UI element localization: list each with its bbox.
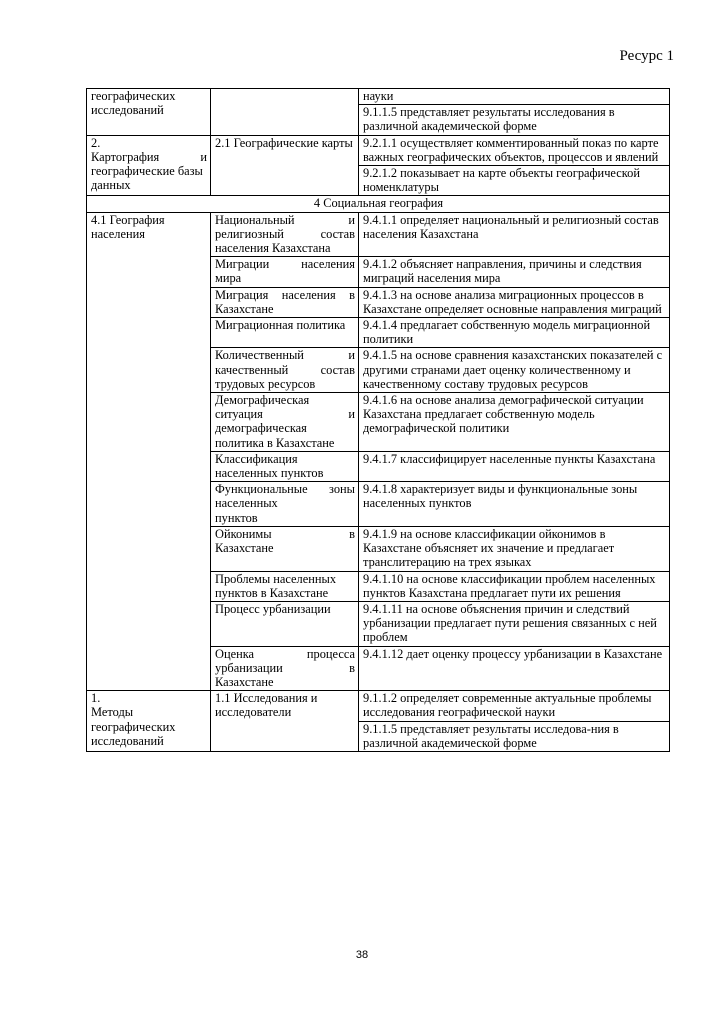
- objective-cell: 9.1.1.5 представляет результаты исследова-ния в различной академической форме: [359, 721, 670, 751]
- objective-cell: 9.1.1.2 определяет современные актуальные проблемы исследования географической науки: [359, 691, 670, 721]
- objective-cell: 9.4.1.10 на основе классификации проблем населенных пунктов Казахстана предлагает пути их решения: [359, 571, 670, 601]
- section-cell: [87, 691, 211, 752]
- topic-cell: Проблемы населенных пунктов в Казахстане: [211, 571, 359, 601]
- topic-cell: 1.1 Исследования и исследователи: [211, 691, 359, 752]
- topic-cell: Ойконимы в Казахстане: [211, 526, 359, 571]
- topic-cell: Оценка процесса урбанизации в Казахстане: [211, 646, 359, 691]
- section-title-line: Картография и: [91, 149, 207, 164]
- section-cell: 4.1 География населения: [87, 212, 211, 691]
- topic-cell: Классификация населенных пунктов: [211, 451, 359, 481]
- topic-cell: Миграционная политика: [211, 318, 359, 348]
- objective-cell: 9.2.1.2 показывает на карте объекты географической номенклатуры: [359, 166, 670, 196]
- topic-cell: Количественный и качественный состав трудовых ресурсов: [211, 348, 359, 393]
- objective-cell: 9.2.1.1 осуществляет комментированный показ по карте важных географических объектов, процессов и явлений: [359, 135, 670, 165]
- objective-cell: 9.4.1.1 определяет национальный и религиозный состав населения Казахстана: [359, 212, 670, 257]
- section-text: географических исследований: [91, 89, 176, 118]
- objective-cell: 9.4.1.12 дает оценку процессу урбанизации в Казахстане: [359, 646, 670, 691]
- table-row: [87, 691, 670, 721]
- objective-cell: 9.4.1.6 на основе анализа демографической ситуации Казахстана предлагает собственную модель демографической политики: [359, 393, 670, 452]
- table-row: [87, 135, 670, 165]
- topic-cell: Демографическая ситуация и демографическая политика в Казахстане: [211, 393, 359, 452]
- objective-cell: 9.4.1.5 на основе сравнения казахстанских показателей с другими странами дает оценку количественному и качественному составу трудовых ресурсов: [359, 348, 670, 393]
- topic-cell: Национальный и религиозный состав населения Казахстана: [211, 212, 359, 257]
- objective-cell: 9.4.1.7 классифицирует населенные пункты Казахстана: [359, 451, 670, 481]
- section-title-rest: географические базы данных: [91, 164, 203, 193]
- topic-cell: Миграция населения в Казахстане: [211, 287, 359, 317]
- topic-cell: 2.1 Географические карты: [211, 135, 359, 196]
- topic-cell: Функциональные зоны населенных пунктов: [211, 482, 359, 527]
- objective-cell: 9.4.1.3 на основе анализа миграционных процессов в Казахстане определяет основные направления миграций: [359, 287, 670, 317]
- objective-cell: 9.1.1.5 представляет результаты исследования в различной академической форме: [359, 105, 670, 135]
- resource-label: Ресурс 1: [619, 48, 674, 64]
- objective-cell: 9.4.1.8 характеризует виды и функциональные зоны населенных пунктов: [359, 482, 670, 527]
- section-title-rest: Методы географических исследований: [91, 705, 176, 748]
- section-cell: [87, 89, 211, 136]
- objective-cell: 9.4.1.11 на основе объяснения причин и следствий урбанизации предлагает пути решения связанных с ней проблем: [359, 601, 670, 646]
- section-cell: [87, 135, 211, 196]
- page-number: 38: [355, 949, 369, 961]
- objective-cell: 9.4.1.9 на основе классификации ойконимов в Казахстане объясняет их значение и предлагает транслитерацию на трех языках: [359, 526, 670, 571]
- section-number: 1.: [91, 691, 101, 706]
- objective-cell: науки: [359, 89, 670, 105]
- topic-cell: Миграции населения мира: [211, 257, 359, 287]
- section-header-row: [87, 196, 670, 212]
- section-header: 4 Социальная география: [87, 196, 670, 212]
- section-number: 2.: [91, 135, 101, 150]
- table-row: [87, 89, 670, 105]
- objective-cell: 9.4.1.2 объясняет направления, причины и следствия миграций населения мира: [359, 257, 670, 287]
- curriculum-table: [86, 88, 670, 752]
- objective-cell: 9.4.1.4 предлагает собственную модель миграционной политики: [359, 318, 670, 348]
- table-row: [87, 212, 670, 257]
- topic-cell: [211, 89, 359, 136]
- topic-cell: Процесс урбанизации: [211, 601, 359, 646]
